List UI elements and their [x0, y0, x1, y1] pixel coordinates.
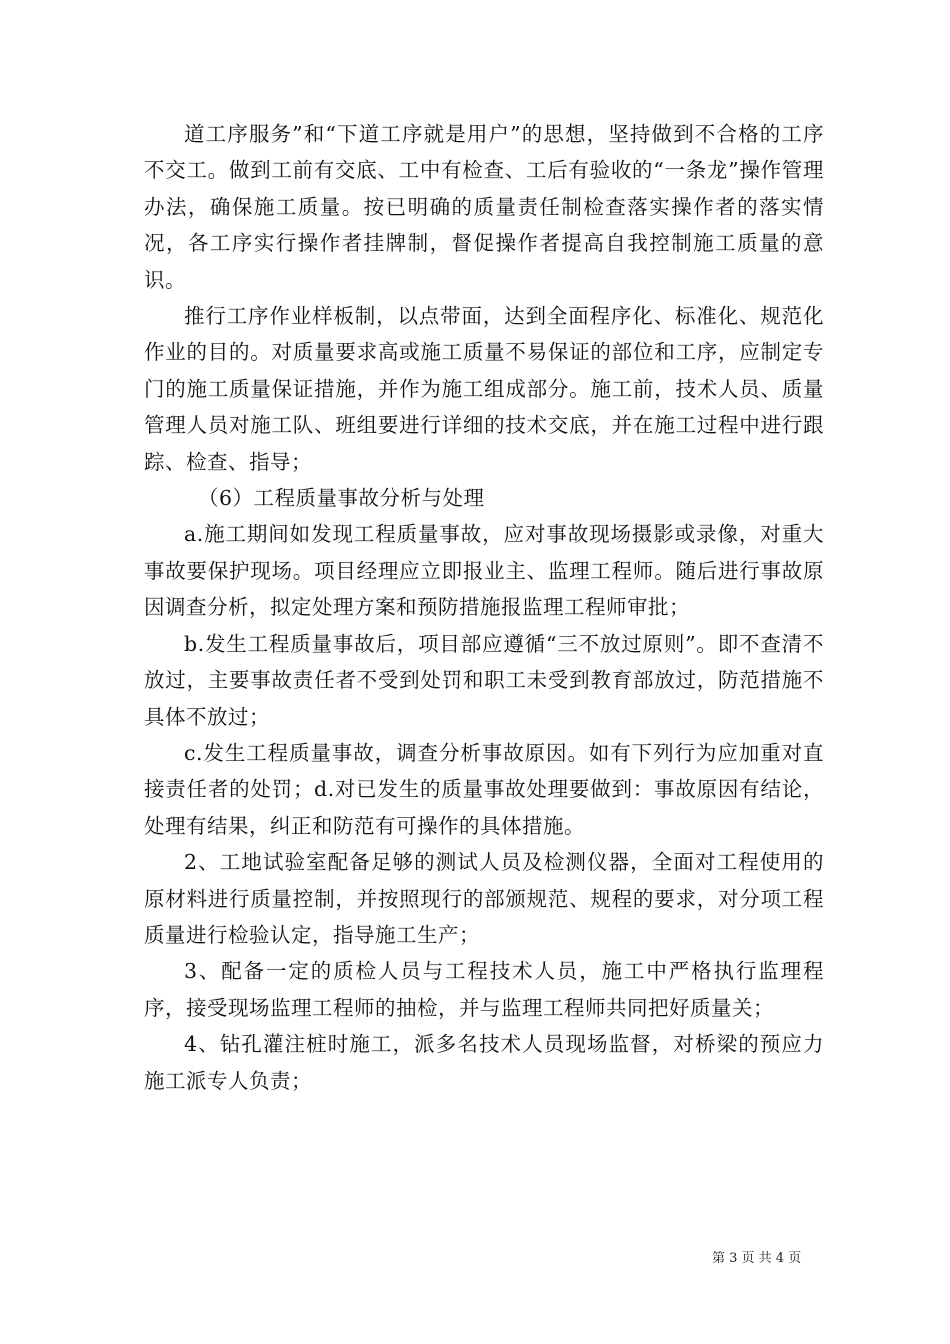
- page-number-footer: 第 3 页 共 4 页: [712, 1251, 802, 1266]
- paragraph-item-2: 2、工地试验室配备足够的测试人员及检测仪器，全面对工程使用的原材料进行质量控制，并按照现行的部颁规范、规程的要求，对分项工程质量进行检验认定，指导施工生产；: [144, 850, 824, 947]
- paragraph-template-system: 推行工序作业样板制，以点带面，达到全面程序化、标准化、规范化作业的目的。对质量要求高或施工质量不易保证的部位和工序，应制定专门的施工质量保证措施，并作为施工组成部分。施工前，技术人员、质量管理人员对施工队、班组要进行详细的技术交底，并在施工过程中进行跟踪、检查、指导；: [144, 304, 824, 474]
- paragraph-process-handover: 道工序服务”和“下道工序就是用户”的思想，坚持做到不合格的工序不交工。做到工前有交底、工中有检查、工后有验收的“一条龙”操作管理办法，确保施工质量。按已明确的质量责任制检查落实操作者的落实情况，各工序实行操作者挂牌制，督促操作者提高自我控制施工质量的意识。: [144, 122, 824, 292]
- paragraph-item-b: b.发生工程质量事故后，项目部应遵循“三不放过原则”。即不查清不放过，主要事故责任者不受到处罚和职工未受到教育部放过，防范措施不具体不放过；: [144, 631, 824, 729]
- paragraph-item-c-d: c.发生工程质量事故，调查分析事故原因。如有下列行为应加重对直接责任者的处罚；d.对已发生的质量事故处理要做到：事故原因有结论，处理有结果，纠正和防范有可操作的具体措施。: [144, 740, 824, 838]
- paragraph-item-3: 3、配备一定的质检人员与工程技术人员，施工中严格执行监理程序，接受现场监理工程师的抽检，并与监理工程师共同把好质量关；: [144, 959, 824, 1020]
- paragraph-item-a: a.施工期间如发现工程质量事故，应对事故现场摄影或录像，对重大事故要保护现场。项目经理应立即报业主、监理工程师。随后进行事故原因调查分析，拟定处理方案和预防措施报监理工程师审批；: [144, 522, 824, 620]
- body-text: [144, 116, 824, 1099]
- section-heading-quality-accidents: （6）工程质量事故分析与处理: [198, 486, 485, 511]
- paragraph-item-4: 4、钻孔灌注桩时施工，派多名技术人员现场监督，对桥梁的预应力施工派专人负责；: [144, 1032, 824, 1093]
